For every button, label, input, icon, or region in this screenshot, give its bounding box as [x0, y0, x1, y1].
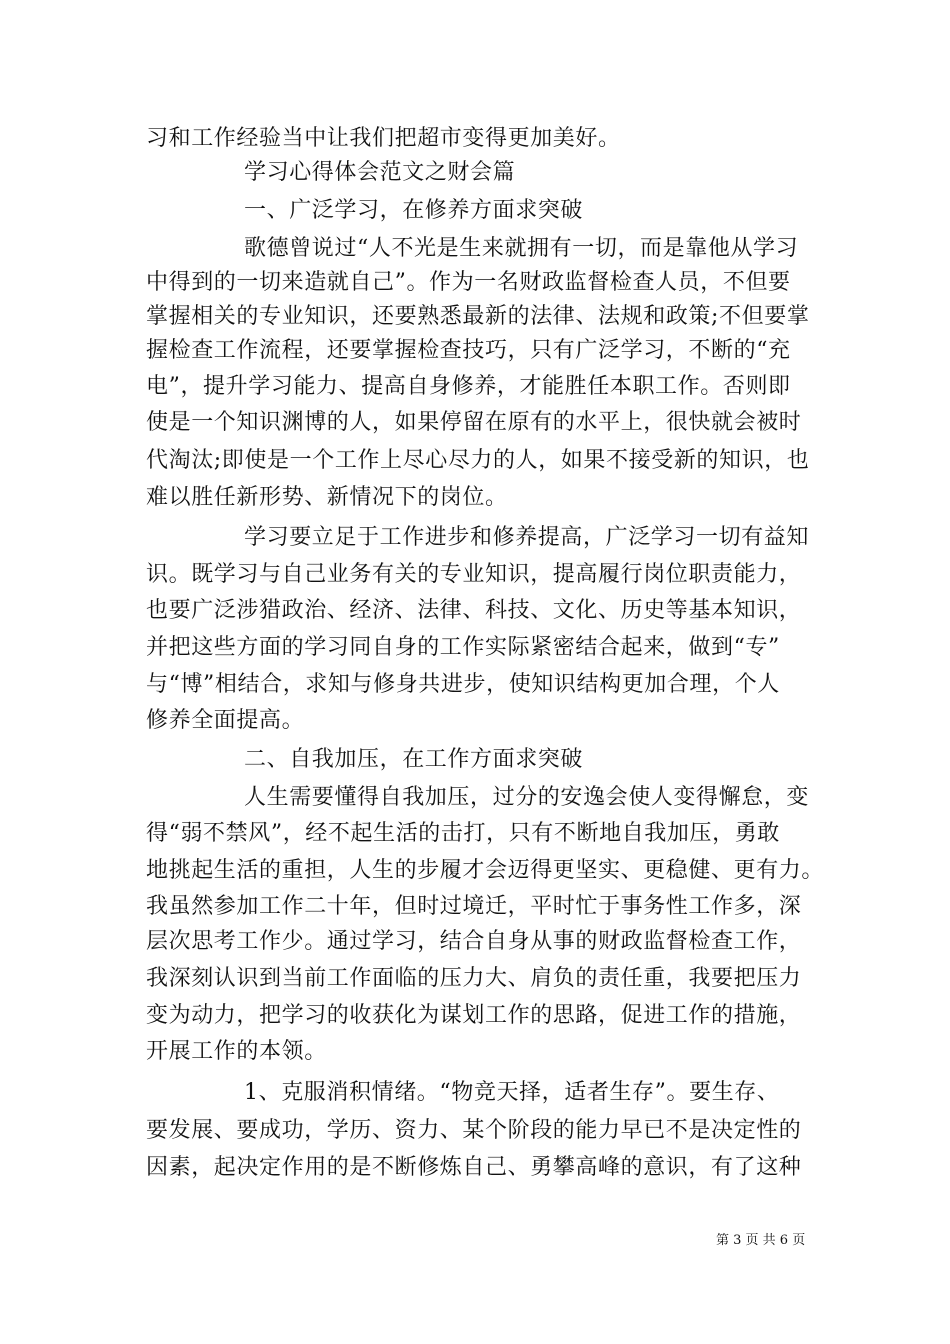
text-line: 与“博”相结合，求知与修身共进步，使知识结构更加合理，个人 [146, 672, 780, 697]
text-line: 要发展、要成功，学历、资力、某个阶段的能力早已不是决定性的 [146, 1118, 802, 1143]
text-line: 地挑起生活的重担，人生的步履才会迈得更坚实、更稳健、更有力。 [146, 858, 825, 883]
text-line: 并把这些方面的学习同自身的工作实际紧密结合起来，做到“专” [146, 635, 780, 660]
text-line: 电”，提升学习能力、提高自身修养，才能胜任本职工作。否则即 [146, 374, 791, 399]
text-line: 修养全面提高。 [146, 708, 305, 733]
text-line: 因素，起决定作用的是不断修炼自己、勇攀高峰的意识，有了这种 [146, 1155, 802, 1180]
text-line: 开展工作的本领。 [146, 1039, 327, 1064]
text-line: 歌德曾说过“人不光是生来就拥有一切，而是靠他从学习 [244, 236, 799, 261]
text-line: 中得到的一切来造就自己”。作为一名财政监督检查人员，不但要 [146, 270, 791, 295]
text-line: 变为动力，把学习的收获化为谋划工作的思路，促进工作的措施， [146, 1003, 802, 1028]
text-line: 习和工作经验当中让我们把超市变得更加美好。 [146, 126, 621, 151]
text-line: 难以胜任新形势、新情况下的岗位。 [146, 485, 508, 510]
page-number-footer: 第 3 页 共 6 页 [716, 1233, 806, 1248]
section-title: 学习心得体会范文之财会篇 [244, 160, 516, 185]
text-line: 使是一个知识渊博的人，如果停留在原有的水平上，很快就会被时 [146, 410, 802, 435]
text-line: 人生需要懂得自我加压，过分的安逸会使人变得懈怠，变 [244, 785, 810, 810]
text-line: 我虽然参加工作二十年，但时过境迁，平时忙于事务性工作多，深 [146, 894, 802, 919]
text-line: 我深刻认识到当前工作面临的压力大、肩负的责任重，我要把压力 [146, 966, 802, 991]
heading-2: 二、自我加压，在工作方面求突破 [244, 747, 584, 772]
text-line: 层次思考工作少。通过学习，结合自身从事的财政监督检查工作， [146, 929, 802, 954]
text-line: 握检查工作流程，还要掌握检查技巧，只有广泛学习，不断的“充 [146, 338, 791, 363]
text-line: 掌握相关的专业知识，还要熟悉最新的法律、法规和政策;不但要掌 [146, 304, 810, 329]
text-line: 也要广泛涉猎政治、经济、法律、科技、文化、历史等基本知识， [146, 598, 802, 623]
text-line: 学习要立足于工作进步和修养提高，广泛学习一切有益知 [244, 525, 810, 550]
text-line: 代淘汰;即使是一个工作上尽心尽力的人，如果不接受新的知识，也 [146, 448, 810, 473]
text-line: 1、克服消积情绪。“物竞天择，适者生存”。要生存、 [244, 1080, 780, 1105]
heading-1: 一、广泛学习，在修养方面求突破 [244, 198, 584, 223]
text-line: 得“弱不禁风”，经不起生活的击打，只有不断地自我加压，勇敢 [146, 821, 780, 846]
text-line: 识。既学习与自己业务有关的专业知识，提高履行岗位职责能力， [146, 562, 802, 587]
